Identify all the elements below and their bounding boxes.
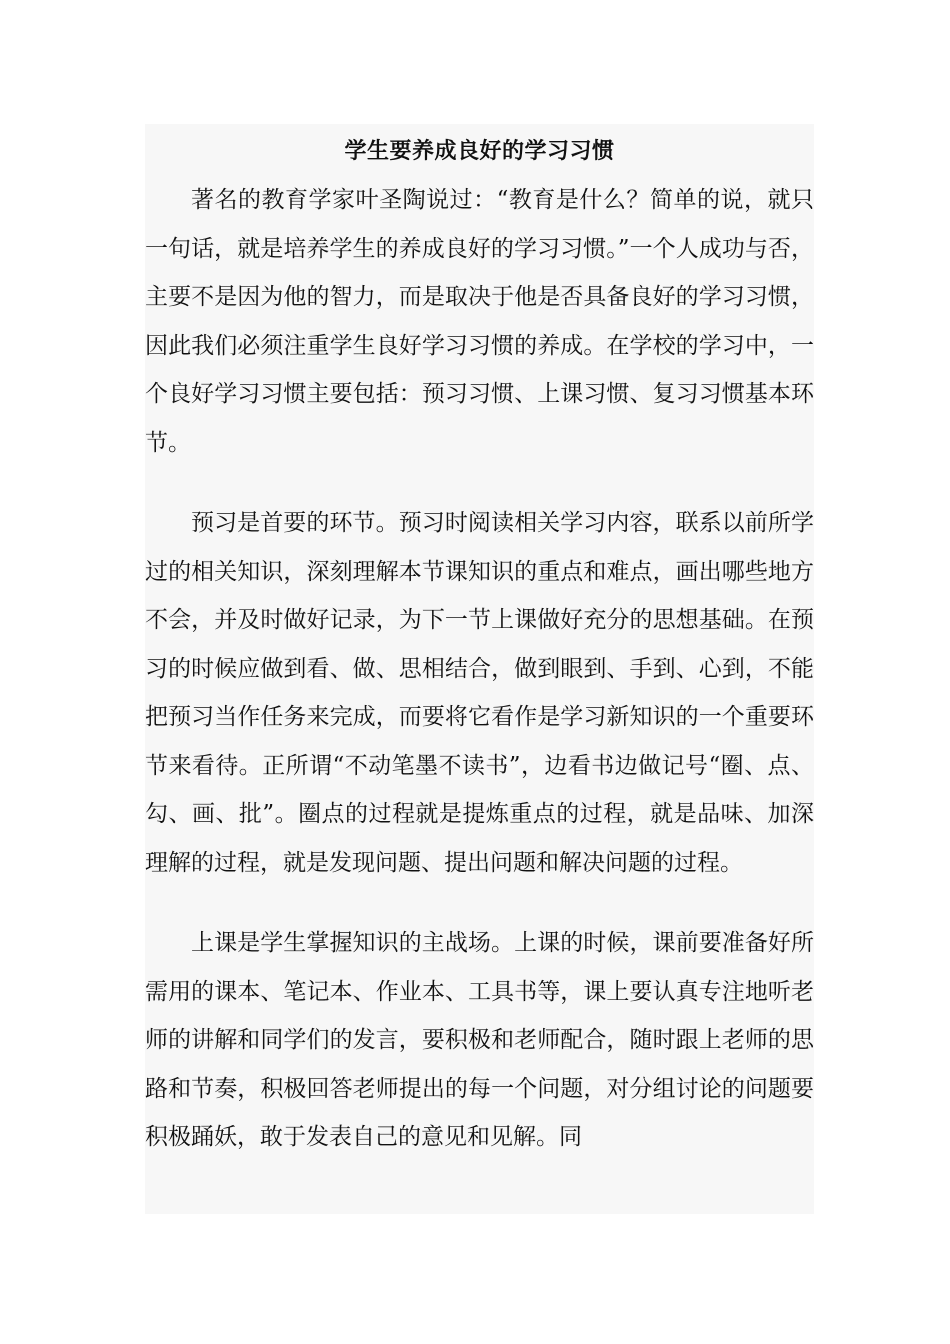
document-title: 学生要养成良好的学习习惯 (344, 138, 615, 164)
paragraph-preview: 预习是首要的环节。预习时阅读相关学习内容，联系以前所学过的相关知识，深刻理解本节课知识的重点和难点，画出哪些地方不会，并及时做好记录，为下一节上课做好充分的思想基础。在预习的时候应做到看、做、思相结合，做到眼到、手到、心到，不能把预习当作任务来完成，而要将它看作是学习新知识的一个重要环节来看待。正所谓“不动笔墨不读书”，边看书边做记号“圈、点、勾、画、批”。圈点的过程就是提炼重点的过程，就是品味、加深理解的过程，就是发现问题、提出问题和解决问题的过程。 (145, 510, 814, 876)
document-page (145, 124, 814, 1214)
paragraph-intro: 著名的教育学家叶圣陶说过：“教育是什么？简单的说，就只一句话，就是培养学生的养成良好的学习习惯。”一个人成功与否，主要不是因为他的智力，而是取决于他是否具备良好的学习习惯，因此我们必须注重学生良好学习习惯的养成。在学校的学习中，一个良好学习习惯主要包括：预习习惯、上课习惯、复习习惯基本环节。 (145, 187, 814, 456)
paragraph-class: 上课是学生掌握知识的主战场。上课的时候，课前要准备好所需用的课本、笔记本、作业本、工具书等，课上要认真专注地听老师的讲解和同学们的发言，要积极和老师配合，随时跟上老师的思路和节奏，积极回答老师提出的每一个问题，对分组讨论的问题要积极踊妖，敢于发表自己的意见和见解。同 (145, 930, 814, 1150)
